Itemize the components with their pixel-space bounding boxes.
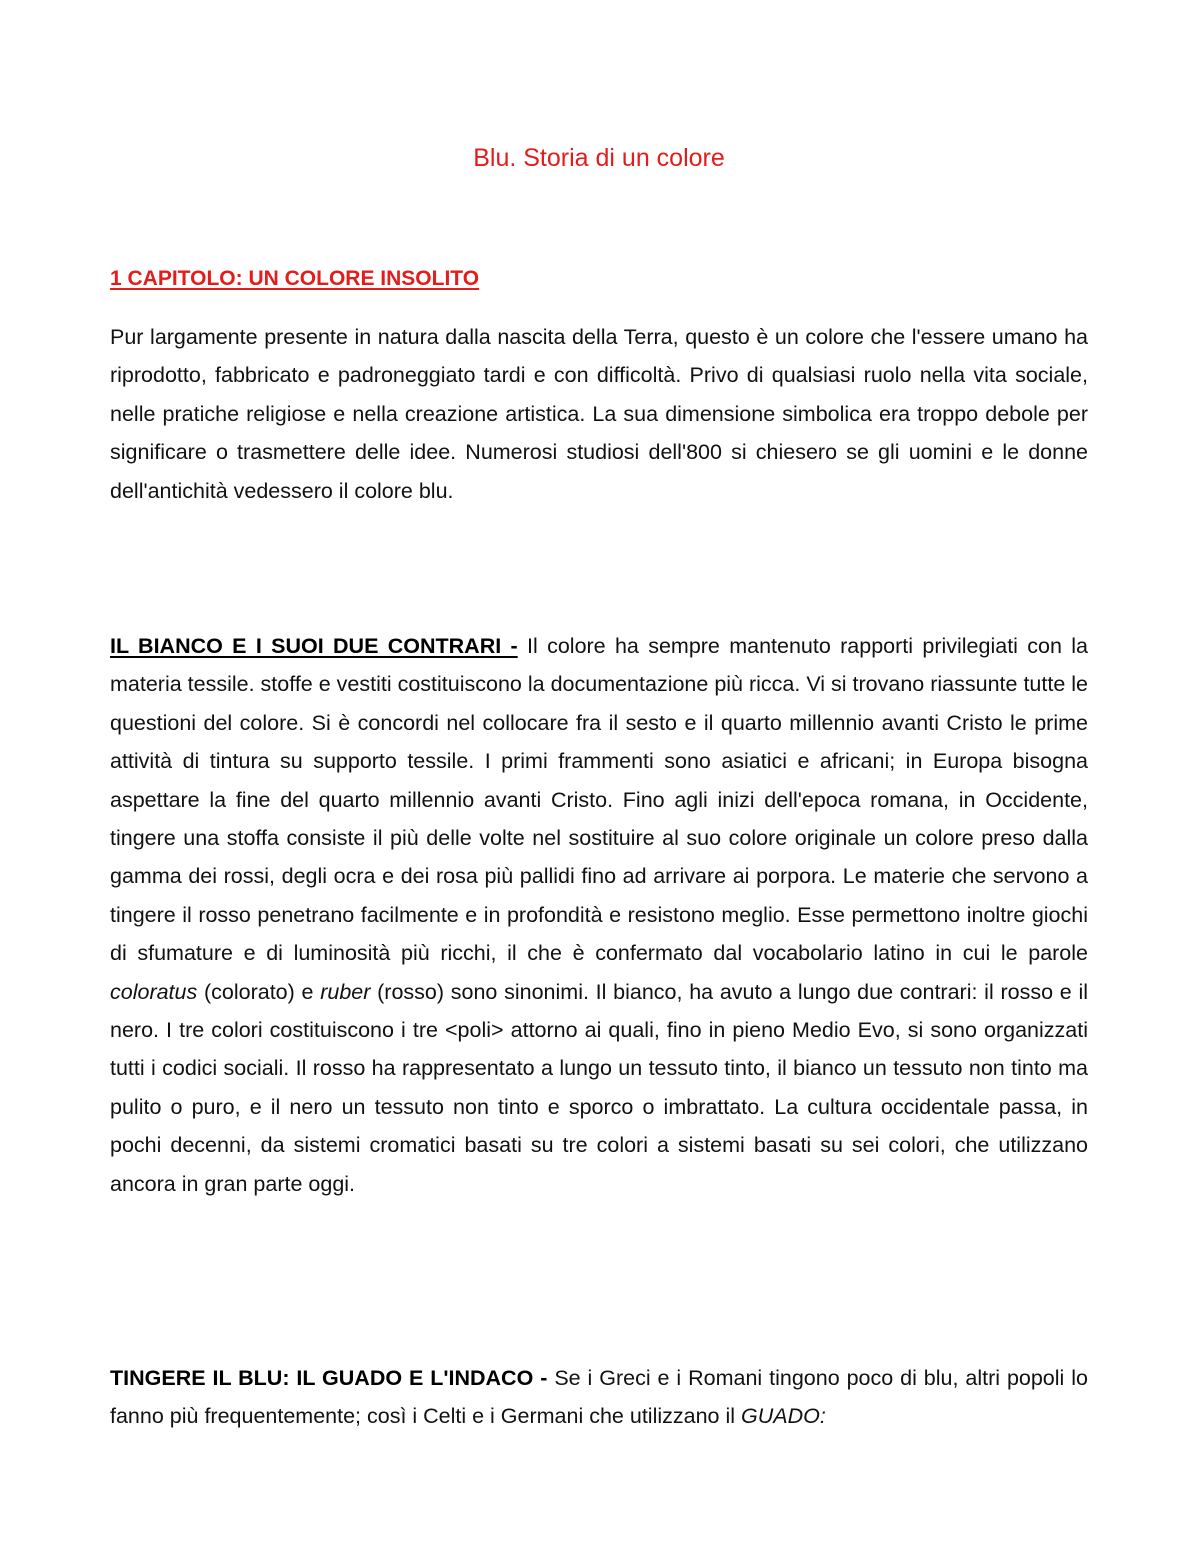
paragraph-tingere bbox=[110, 1359, 1088, 1436]
paragraph-intro-text: Pur largamente presente in natura dalla nascita della Terra, questo è un colore che l'essere umano ha riprodotto, fabbricato e padroneggiato tardi e con difficoltà. Privo di qualsiasi ruolo nella vita sociale, nelle pratiche religiose e nella creazione artistica. La sua dimensione simbolica era troppo debole per significare o trasmettere delle idee. Numerosi studiosi dell'800 si chiesero se gli uomini e le donne dell'antichità vedessero il colore blu. bbox=[110, 325, 1088, 503]
section-heading-tingere: TINGERE IL BLU: IL GUADO E L'INDACO - bbox=[110, 1366, 548, 1390]
section-heading-bianco: IL BIANCO E I SUOI DUE CONTRARI - bbox=[110, 634, 518, 658]
paragraph-bianco-text-1: Il colore ha sempre mantenuto rapporti privilegiati con la materia tessile. stoffe e vestiti costituiscono la documentazione più ricca. Vi si trovano riassunte tutte le questioni del colore. Si è concordi nel collocare fra il sesto e il quarto millennio avanti Cristo le prime attività di tintura su supporto tessile. I primi frammenti sono asiatici e africani; in Europa bisogna aspettare la fine del quarto millennio avanti Cristo. Fino agli inizi dell'epoca romana, in Occidente, tingere una stoffa consiste il più delle volte nel sostituire al suo colore originale un colore preso dalla gamma dei rossi, degli ocra e dei rosa più pallidi fino ad arrivare ai porpora. Le materie che servono a tingere il rosso penetrano facilmente e in profondità e resistono meglio. Esse permettono inoltre giochi di sfumature e di luminosità più ricchi, il che è confermato dal vocabolario latino in cui le parole bbox=[110, 634, 1089, 966]
italic-term-ruber: ruber bbox=[320, 979, 371, 1004]
paragraph-intro bbox=[110, 318, 1088, 510]
italic-term-coloratus: coloratus bbox=[110, 979, 198, 1004]
paragraph-tingere-text: Se i Greci e i Romani tingono poco di blu, altri popoli lo fanno più frequentemente; così i Celti e i Germani che utilizzano il bbox=[110, 1366, 1088, 1429]
paragraph-bianco-text-2: (colorato) e bbox=[197, 979, 321, 1004]
paragraph-bianco-text-3: (rosso) sono sinonimi. Il bianco, ha avuto a lungo due contrari: il rosso e il nero. I tre colori costituiscono i tre <poli> attorno ai quali, fino in pieno Medio Evo, si sono organizzati tutti i codici sociali. Il rosso ha rappresentato a lungo un tessuto tinto, il bianco un tessuto non tinto ma pulito o puro, e il nero un tessuto non tinto e sporco o imbrattato. La cultura occidentale passa, in pochi decenni, da sistemi cromatici basati su tre colori a sistemi basati su sei colori, che utilizzano ancora in gran parte oggi. bbox=[110, 979, 1088, 1196]
italic-term-guado: GUADO: bbox=[741, 1404, 826, 1429]
paragraph-bianco bbox=[110, 627, 1088, 1203]
document-title: Blu. Storia di un colore bbox=[473, 144, 725, 172]
chapter-heading: 1 CAPITOLO: UN COLORE INSOLITO bbox=[110, 267, 480, 290]
